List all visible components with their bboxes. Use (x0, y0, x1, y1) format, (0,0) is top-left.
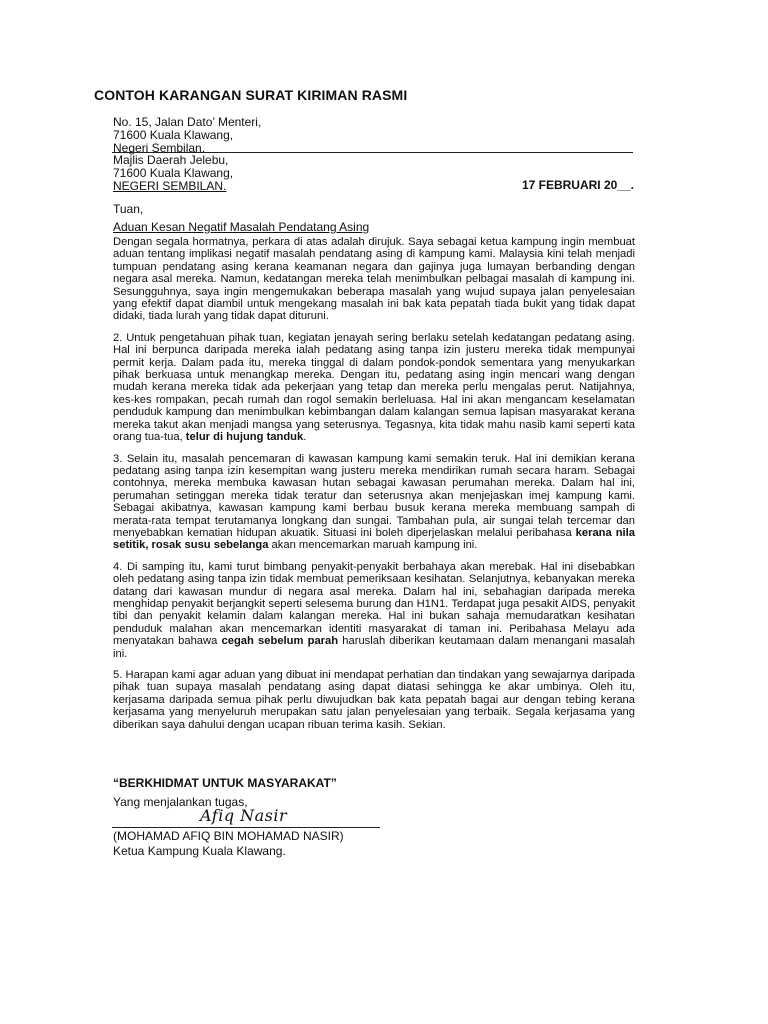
paragraph-text: akan mencemarkan maruah kampung ini. (268, 539, 478, 552)
recipient-address-line: NEGERI SEMBILAN. (113, 179, 227, 193)
body-paragraph (113, 669, 635, 731)
paragraph-text: 2. Untuk pengetahuan pihak tuan, kegiatan jenayah sering berlaku setelah kedatangan pedatang asing. Hal ini berpunca daripada mereka ialah pedatang asing tanpa izin justeru mereka tidak mempunyai permit kerja. Dalam pada itu, mereka tinggal di dalam pondok-pondok sementara yang menyukarkan pihak berkuasa untuk menangkap mereka. Dengan itu, pedatang asing ingin mencari wang dengan mudah kerana mereka tidak ada pekerjaan yang tetap dan mereka perlu mengalas perut. Natijahnya, kes-kes rompakan, pecah rumah dan rogol semakin berleluasa. Hal ini akan mengancam keselamatan penduduk kampung dan menimbulkan kebimbangan dalam kalangan semua lapisan masyarakat kerana mereka takut akan menjadi mangsa yang seterusnya. Tegasnya, kita tidak mahu nasib kami seperti kata orang tua-tua, (113, 331, 635, 444)
motto: “BERKHIDMAT UNTUK MASYARAKAT” (113, 776, 337, 790)
signer-title: Ketua Kampung Kuala Klawang. (113, 844, 286, 858)
salutation: Tuan, (113, 202, 144, 216)
sender-address-line: 71600 Kuala Klawang, (113, 128, 234, 142)
body-paragraph (113, 561, 635, 660)
letter-subject: Aduan Kesan Negatif Masalah Pendatang Asing (113, 220, 370, 234)
sender-address-line: Negeri Sembilan. (113, 141, 206, 155)
paragraph-text: haruslah diberikan keutamaan dalam menangani masalah ini. (113, 635, 636, 660)
signer-block (113, 829, 344, 859)
closing-line: Yang menjalankan tugas, (113, 795, 248, 809)
letter-body (113, 236, 635, 740)
proverb-text: telur di hujung tanduk (185, 431, 304, 444)
signature: Afiq Nasir (200, 806, 288, 825)
proverb-text: cegah sebelum parah (221, 635, 339, 648)
body-paragraph (113, 453, 635, 552)
paragraph-text: 5. Harapan kami agar aduan yang dibuat ini mendapat perhatian dan tindakan yang sewajarnya daripada pihak tuan supaya masalah pendatang asing dapat diatasi sehingga ke akar umbinya. Oleh itu, kerjasama daripada semua pihak perlu diwujudkan bak kata pepatah bagai aur dengan tebing kerana kerjasama yang menyeluruh merupakan satu jalan penyelesaian yang terbaik. Segala kerjasama yang diberikan saya dahului dengan ucapan ribuan terima kasih. Sekian. (113, 669, 635, 731)
paragraph-text: . (303, 431, 307, 444)
signer-name: (MOHAMAD AFIQ BIN MOHAMAD NASIR) (113, 829, 344, 843)
sender-address (113, 116, 261, 155)
body-paragraph (113, 332, 635, 444)
recipient-address-line: 71600 Kuala Klawang, (113, 166, 234, 180)
recipient-address-line: Majlis Daerah Jelebu, (113, 153, 229, 167)
paragraph-text: 3. Selain itu, masalah pencemaran di kawasan kampung kami semakin teruk. Hal ini demikian kerana pedatang asing tanpa izin kesempitan wang justeru mereka mendirikan rumah secara haram. Sebagai contohnya, mereka membuka kawasan hutan sebagai kawasan perumahan mereka. Dalam hal ini, perumahan setinggan mereka tidak teratur dan seterusnya akan menjejaskan imej kampung kami. Sebagai akibatnya, kawasan kampung kami berbau busuk kerana mereka membuang sampah di merata-rata tempat terutamanya longkang dan sungai. Tambahan pula, air sungai telah tercemar dan menyebabkan kematian hidupan akuatik. Situasi ini boleh diperjelaskan melalui peribahasa (113, 452, 635, 539)
paragraph-text: 4. Di samping itu, kami turut bimbang penyakit-penyakit berbahaya akan merebak. Hal ini disebabkan oleh pedatang asing tanpa izin tidak membuat pemeriksaan kesihatan. Selanjutnya, kebanyakan mereka datang dari kawasan mundur di negara asal mereka. Dalam hal ini, sebahagian daripada mereka menghidap penyakit berjangkit seperti selesema burung dan H1N1. Terdapat juga pesakit AIDS, penyakit tibi dan penyakit kelamin dalam kalangan mereka. Hal ini bukan sahaja memudaratkan kesihatan penduduk malahan akan mencemarkan identiti masyarakat di taman ini. Peribahasa Melayu ada menyatakan bahawa (113, 560, 635, 648)
body-paragraph (113, 236, 635, 323)
sender-address-line: No. 15, Jalan Dato’ Menteri, (113, 115, 262, 129)
proverb-text: kerana nila setitik, rosak susu sebelanga (113, 526, 635, 552)
signature-line (112, 827, 380, 828)
recipient-address (113, 154, 233, 193)
document-title: CONTOH KARANGAN SURAT KIRIMAN RASMI (94, 87, 408, 103)
paragraph-text: Dengan segala hormatnya, perkara di atas adalah dirujuk. Saya sebagai ketua kampung ingin membuat aduan tentang implikasi negatif masalah pendatang asing di kampung kami. Malaysia kini telah menjadi tumpuan pendatang asing kerana keamanan negara dan gajinya juga lumayan berbanding dengan negara asal mereka. Namun, kedatangan mereka telah menimbulkan pelbagai masalah di kampung ini. Sesungguhnya, saya ingin mengemukakan beberapa masalah yang wujud supaya jalan penyelesaian yang efektif dapat diambil untuk mengekang masalah ini bak kata pepatah tiada bukit yang tidak dapat didaki, tiada lurah yang tidak dapat dituruni. (113, 236, 635, 323)
letter-date: 17 FEBRUARI 20__. (521, 178, 634, 192)
